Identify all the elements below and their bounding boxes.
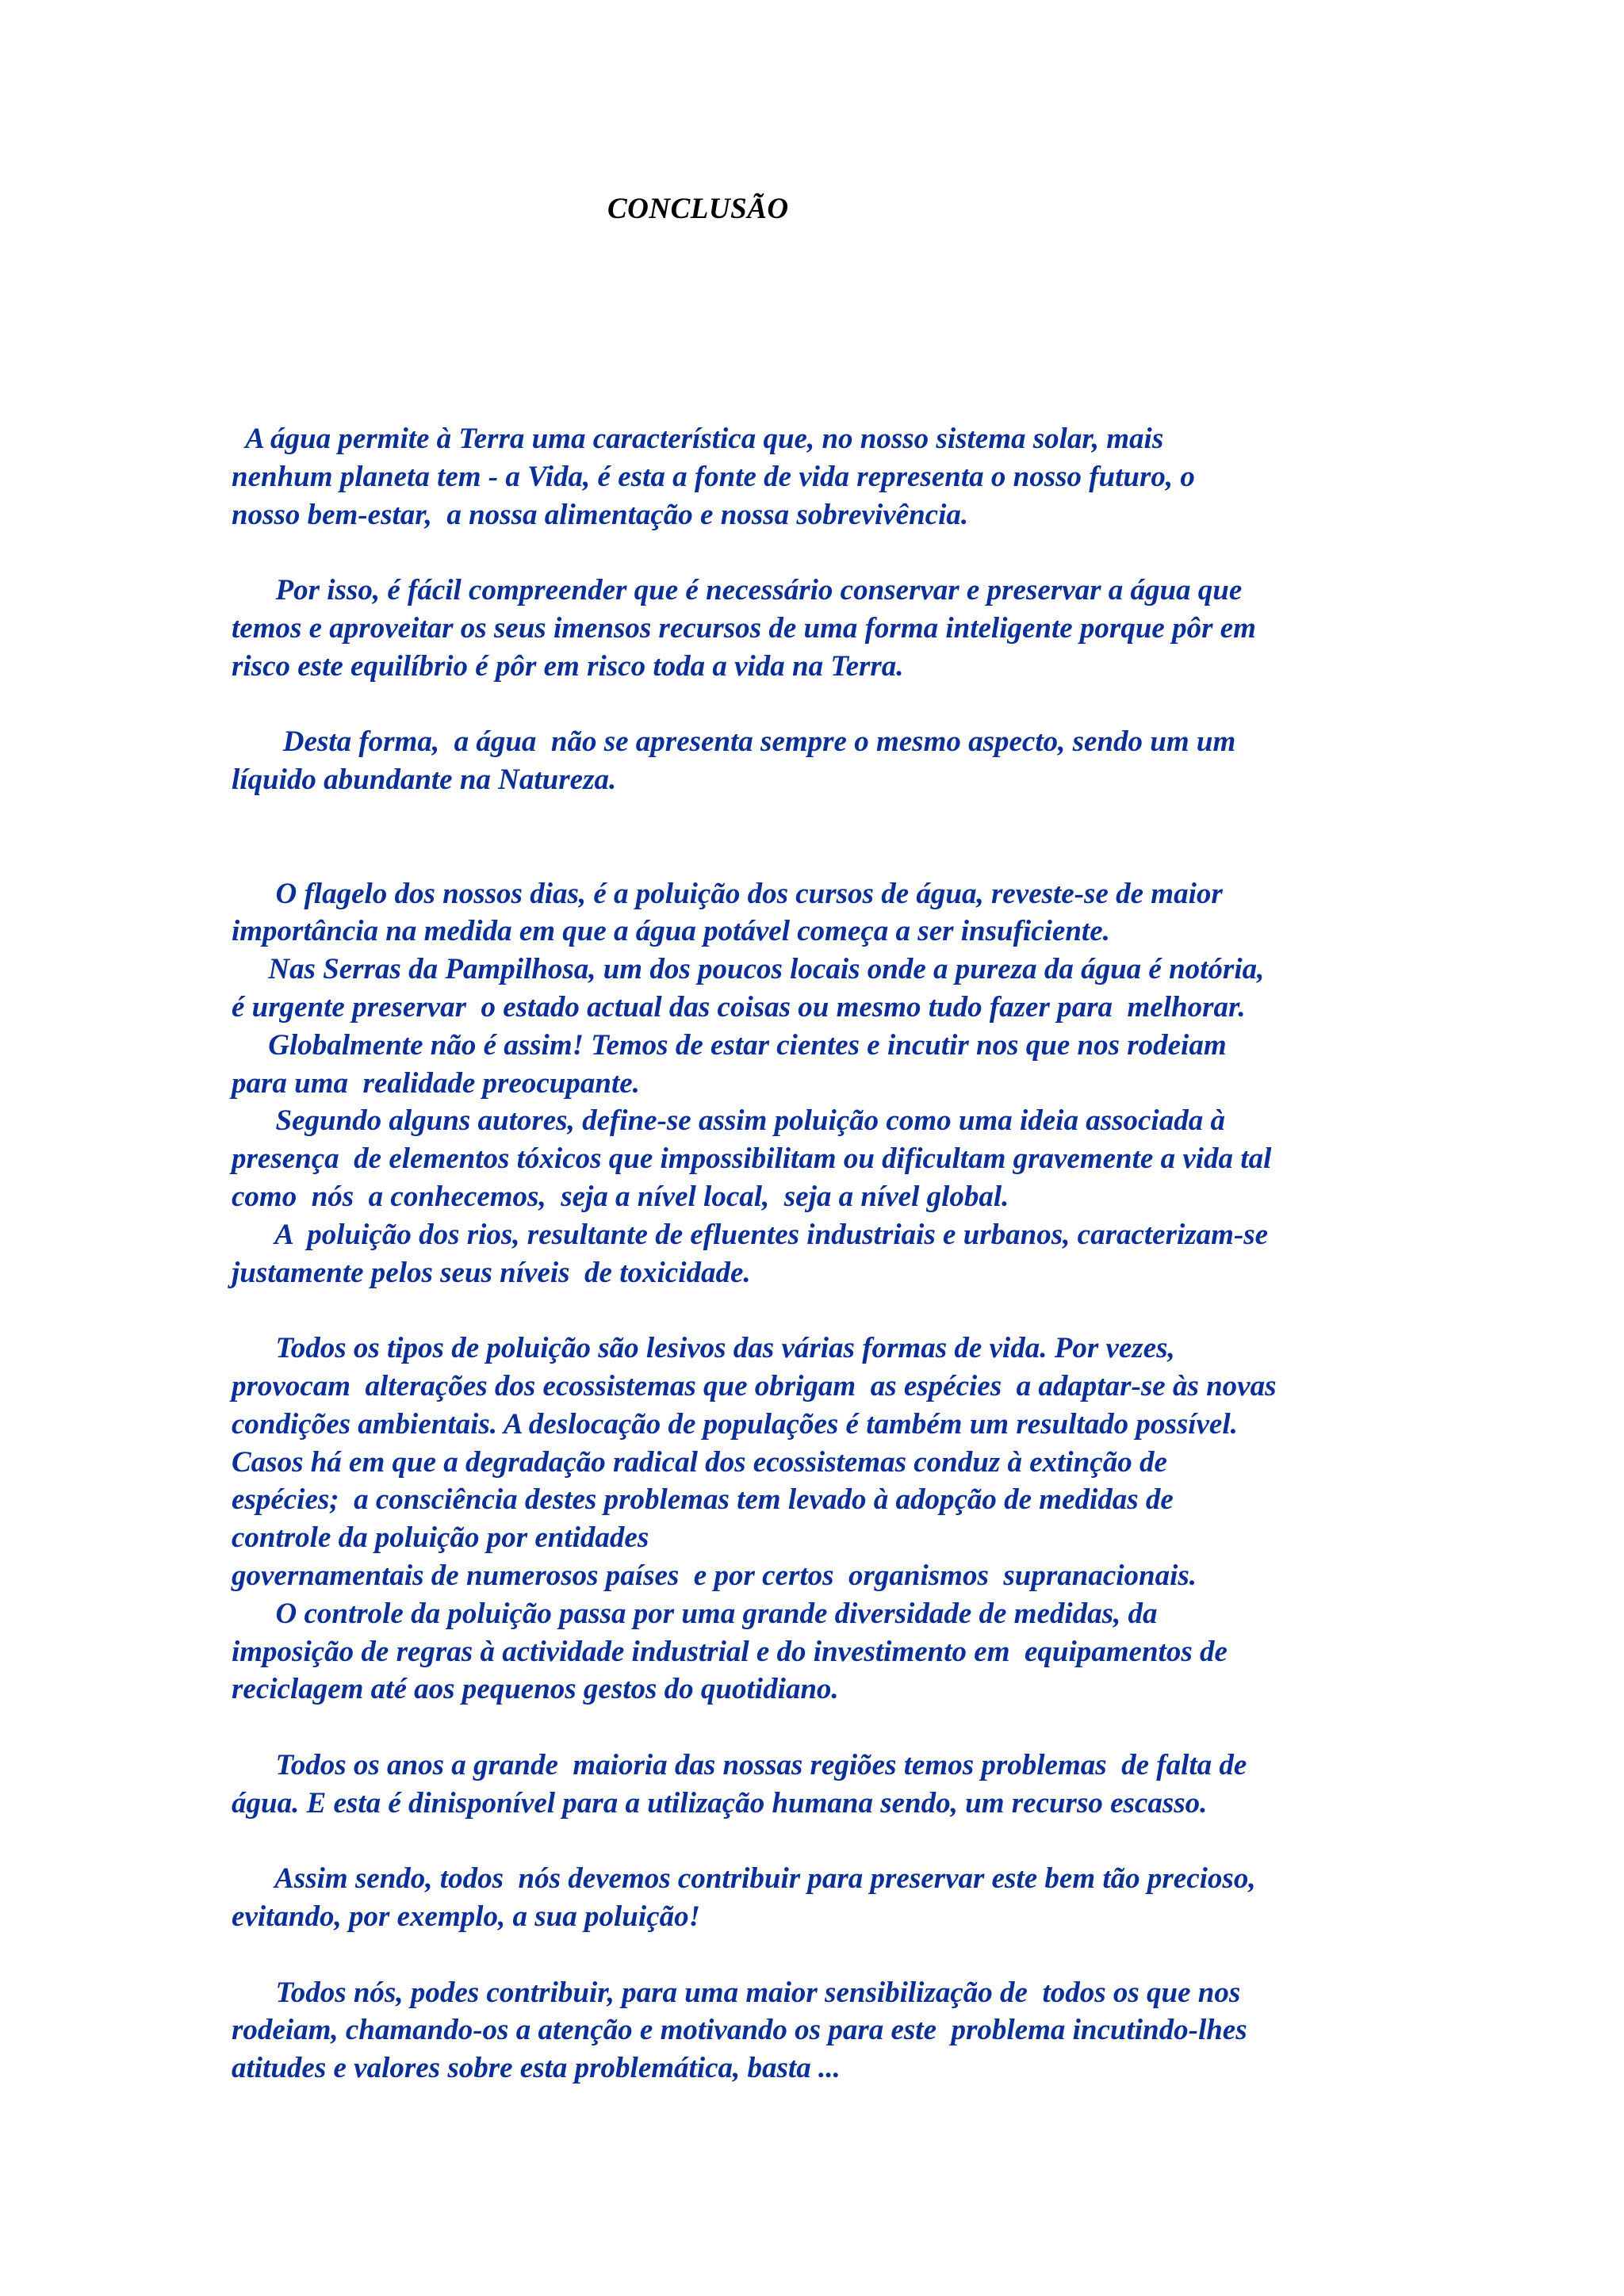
paragraph	[232, 420, 1405, 534]
text-line: água. E esta é dinisponível para a utilização humana sendo, um recurso escasso.	[232, 1786, 1208, 1820]
text-line: temos e aproveitar os seus imensos recursos de uma forma inteligente porque pôr em	[232, 611, 1256, 645]
paragraph	[232, 723, 1405, 799]
text-line: imposição de regras à actividade industrial e do investimento em equipamentos de	[232, 1635, 1228, 1668]
text-line: Todos os anos a grande maioria das nossas regiões temos problemas de falta de	[232, 1748, 1247, 1781]
text-line: Todos nós, podes contribuir, para uma maior sensibilização de todos os que nos	[232, 1976, 1241, 2009]
paragraph	[232, 875, 1405, 1292]
text-line: condições ambientais. A deslocação de populações é também um resultado possível.	[232, 1407, 1238, 1441]
paragraph-spacer	[232, 1292, 1405, 1330]
text-line: O controle da poluição passa por uma grande diversidade de medidas, da	[232, 1597, 1158, 1630]
paragraph-spacer	[232, 1936, 1405, 1974]
paragraph	[232, 1860, 1405, 1936]
paragraph	[232, 1330, 1405, 1709]
text-line: controle da poluição por entidades	[232, 1521, 649, 1555]
document-title: CONCLUSÃO	[607, 193, 789, 225]
text-line: presença de elementos tóxicos que impossibilitam ou dificultam gravemente a vida tal	[232, 1142, 1272, 1176]
text-line: Globalmente não é assim! Temos de estar cientes e incutir nos que nos rodeiam	[232, 1028, 1227, 1062]
paragraph	[232, 1747, 1405, 1823]
text-line: justamente pelos seus níveis de toxicidade.	[232, 1256, 751, 1289]
text-line: Assim sendo, todos nós devemos contribuir para preservar este bem tão precioso,	[232, 1862, 1256, 1896]
text-line: Nas Serras da Pampilhosa, um dos poucos locais onde a pureza da água é notória,	[232, 953, 1265, 986]
text-line: A poluição dos rios, resultante de efluentes industriais e urbanos, caracterizam-se	[232, 1218, 1269, 1251]
paragraph	[232, 572, 1405, 685]
text-line: evitando, por exemplo, a sua poluição!	[232, 1900, 700, 1934]
text-line: líquido abundante na Natureza.	[232, 763, 617, 797]
paragraph-spacer	[232, 799, 1405, 875]
text-line: para uma realidade preocupante.	[232, 1066, 640, 1100]
text-line: Casos há em que a degradação radical dos ecossistemas conduz à extinção de	[232, 1445, 1167, 1479]
text-line: O flagelo dos nossos dias, é a poluição dos cursos de água, reveste-se de maior	[232, 877, 1223, 910]
text-line: reciclagem até aos pequenos gestos do quotidiano.	[232, 1673, 839, 1706]
text-line: Todos os tipos de poluição são lesivos das várias formas de vida. Por vezes,	[232, 1332, 1175, 1365]
paragraph-spacer	[232, 686, 1405, 724]
text-line: Segundo alguns autores, define-se assim poluição como uma ideia associada à	[232, 1104, 1225, 1138]
text-line: rodeiam, chamando-os a atenção e motivando os para este problema incutindo-lhes	[232, 2014, 1247, 2047]
text-line: Desta forma, a água não se apresenta sempre o mesmo aspecto, sendo um um	[232, 725, 1236, 759]
text-line: A água permite à Terra uma característica que, no nosso sistema solar, mais	[232, 423, 1164, 455]
text-line: espécies; a consciência destes problemas tem levado à adopção de medidas de	[232, 1483, 1174, 1517]
paragraph-spacer	[232, 1709, 1405, 1747]
text-line: nenhum planeta tem - a Vida, é esta a fonte de vida representa o nosso futuro, o	[232, 460, 1195, 493]
paragraph-spacer	[232, 534, 1405, 572]
text-line: como nós a conhecemos, seja a nível local, seja a nível global.	[232, 1180, 1009, 1213]
text-line: é urgente preservar o estado actual das coisas ou mesmo tudo fazer para melhorar.	[232, 990, 1246, 1024]
text-line: atitudes e valores sobre esta problemática, basta ...	[232, 2052, 841, 2085]
paragraph	[232, 1974, 1405, 2087]
paragraph-spacer	[232, 1822, 1405, 1860]
text-line: importância na medida em que a água potável começa a ser insuficiente.	[232, 915, 1110, 948]
text-line: Por isso, é fácil compreender que é necessário conservar e preservar a água que	[232, 574, 1243, 607]
text-line: governamentais de numerosos países e por certos organismos supranacionais.	[232, 1559, 1197, 1592]
document-body	[232, 420, 1405, 2087]
text-line: risco este equilíbrio é pôr em risco toda a vida na Terra.	[232, 649, 904, 683]
text-line: nosso bem-estar, a nossa alimentação e nossa sobrevivência.	[232, 498, 969, 531]
text-line: provocam alterações dos ecossistemas que obrigam as espécies a adaptar-se às novas	[232, 1369, 1277, 1402]
